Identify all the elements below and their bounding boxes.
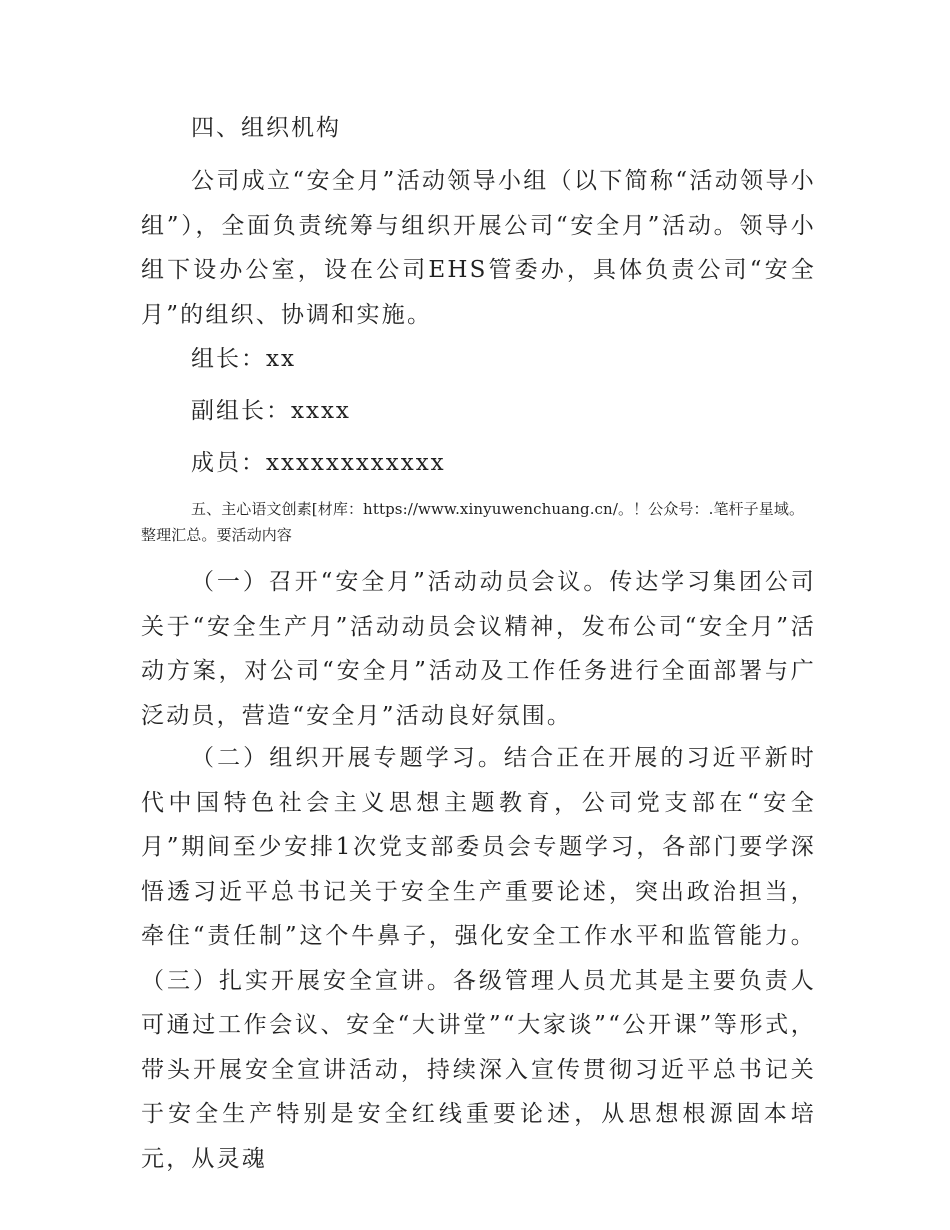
deputy-leader-line: 副组长：xxxx	[191, 398, 351, 424]
members-line: 成员：xxxxxxxxxxxx	[191, 450, 446, 476]
section-five-title	[141, 496, 831, 548]
section-four-body: 公司成立“安全月”活动领导小组（以下简称“活动领导小组”），全面负责统筹与组织开展公司“安全月”活动。领导小组下设办公室，设在公司EHS管委办，具体负责公司“安全月”的组织、协调和实施。	[141, 168, 816, 328]
section-five-title-line1: 五、主心语文创素[材库：https://www.xinyuwenchuang.cn/。！公众号：.笔杆子星域。	[191, 500, 805, 518]
item-two-three-paragraph: （二）组织开展专题学习。结合正在开展的习近平新时代中国特色社会主义思想主题教育，公司党支部在“安全月”期间至少安排1次党支部委员会专题学习，各部门要学深悟透习近平总书记关于安全生产重要论述，突出政治担当，牵住“责任制”这个牛鼻子，强化安全工作水平和监管能力。 （三）扎实开展安全宣讲。各级管理人员尤其是主要负责人可通过工作会议、安全“大讲堂”“大家谈”“公开课”等形式，带头开展安全宣讲活动，持续深入宣传贯彻习近平总书记关于安全生产特别是安全红线重要论述，从思想根源固本培元，从灵魂	[141, 745, 816, 1172]
item-one-paragraph: （一）召开“安全月”活动动员会议。传达学习集团公司关于“安全生产月”活动动员会议精神，发布公司“安全月”活动方案，对公司“安全月”活动及工作任务进行全面部署与广泛动员，营造“安全月”活动良好氛围。	[141, 569, 816, 729]
section-five-title-line2: 整理汇总。要活动内容	[141, 526, 293, 544]
section-four-title: 四、组织机构	[191, 115, 341, 141]
leader-line: 组长：xx	[191, 346, 296, 372]
